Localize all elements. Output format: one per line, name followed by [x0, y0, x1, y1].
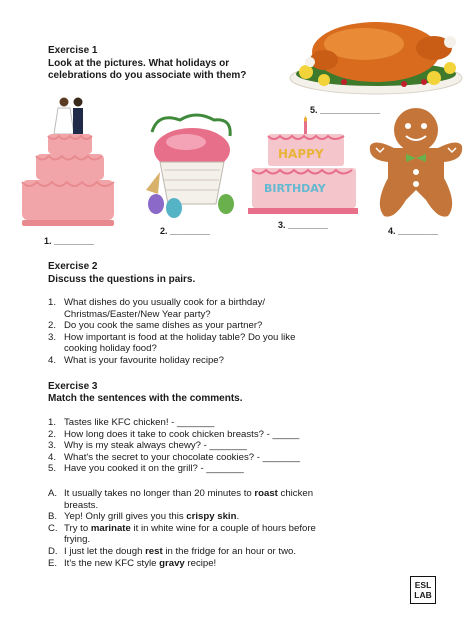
roast-turkey-icon: [284, 8, 468, 104]
comment-text: Yep! Only grill gives you this: [64, 511, 187, 523]
comment-text: Try to: [64, 522, 91, 534]
list-item: [48, 558, 338, 570]
list-item: [48, 463, 338, 475]
exercise1-heading: Exercise 1: [48, 45, 98, 56]
birthday-cake-icon: [248, 116, 358, 216]
svg-text:HAPPY: HAPPY: [278, 147, 324, 161]
sentence-text: How long does it take to cook chicken breasts? - _____: [64, 428, 300, 440]
exercise3-comments: [48, 488, 338, 569]
comment-keyword: crispy skin: [186, 511, 237, 523]
exercise1-instruction-line2: celebrations do you associate with them?: [48, 70, 247, 81]
comment-text: recipe!: [184, 557, 217, 569]
picture-3-label: 3. ________: [278, 220, 329, 230]
picture-4-label: 4. ________: [388, 226, 439, 236]
list-item: [48, 440, 338, 452]
list-item: [48, 320, 308, 332]
list-item: [48, 429, 338, 441]
comment-keyword: marinate: [90, 522, 131, 534]
list-item: [48, 523, 338, 546]
comment-letter: E.: [48, 557, 58, 569]
comment-text: It's the new KFC style: [64, 557, 160, 569]
picture-2-label: 2. ________: [160, 226, 211, 236]
question-text: What is your favourite holiday recipe?: [64, 354, 224, 366]
comment-text: chicken breasts.: [64, 488, 314, 511]
esl-lab-logo: [410, 576, 436, 604]
list-item: [48, 297, 308, 320]
comment-letter: B.: [48, 511, 58, 523]
question-number: 4.: [48, 354, 57, 366]
comment-letter: C.: [48, 522, 58, 534]
question-text: What dishes do you usually cook for a birthday/ Christmas/Easter/New Year party?: [64, 297, 266, 320]
picture-1-label: 1. ________: [44, 236, 95, 246]
list-item: [48, 332, 308, 355]
question-number: 1.: [48, 297, 57, 308]
sentence-number: 5.: [48, 463, 57, 475]
exercise2-instruction: Discuss the questions in pairs.: [48, 274, 196, 285]
question-number: 3.: [48, 331, 57, 343]
exercise3-sentences: [48, 417, 338, 475]
question-text: Do you cook the same dishes as your partner?: [64, 320, 263, 332]
comment-text: in the fridge for an hour or two.: [162, 545, 297, 557]
comment-text: It usually takes no longer than 20 minutes to: [64, 488, 255, 499]
exercise3-heading: Exercise 3: [48, 381, 98, 392]
list-item: [48, 355, 308, 367]
list-item: [48, 511, 338, 523]
sentence-number: 1.: [48, 417, 57, 428]
sentence-text: Tastes like KFC chicken! - _______: [64, 417, 215, 428]
sentence-number: 4.: [48, 451, 57, 463]
comment-text: I just let the dough: [64, 545, 146, 557]
comment-letter: A.: [48, 488, 58, 499]
exercise2-heading: Exercise 2: [48, 261, 98, 272]
gingerbread-man-icon: [364, 104, 468, 222]
picture-5-label: 5. ____________: [310, 105, 381, 115]
svg-text:BIRTHDAY: BIRTHDAY: [264, 182, 326, 195]
sentence-number: 3.: [48, 440, 57, 452]
list-item: [48, 488, 338, 511]
list-item: [48, 452, 338, 464]
exercise2-questions: [48, 297, 308, 367]
wedding-cake-icon: [18, 92, 118, 232]
easter-cake-icon: [140, 110, 240, 220]
sentence-text: Why is my steak always chewy? - _______: [64, 440, 247, 452]
logo-line1: ESL: [414, 580, 432, 590]
comment-text: it in white wine for a couple of hours before frying.: [64, 522, 316, 546]
question-number: 2.: [48, 320, 57, 332]
sentence-number: 2.: [48, 428, 57, 440]
exercise1-instruction-line1: Look at the pictures. What holidays or: [48, 58, 230, 69]
logo-line2: LAB: [414, 590, 432, 600]
list-item: [48, 546, 338, 558]
sentence-text: What's the secret to your chocolate cookies? - _______: [64, 451, 300, 463]
comment-letter: D.: [48, 545, 58, 557]
exercise3-instruction: Match the sentences with the comments.: [48, 393, 243, 404]
comment-text: .: [236, 511, 240, 523]
comment-keyword: gravy: [159, 557, 185, 569]
list-item: [48, 417, 338, 429]
sentence-text: Have you cooked it on the grill? - _______: [64, 463, 244, 475]
comment-keyword: roast: [254, 488, 278, 499]
question-text: How important is food at the holiday table? Do you like cooking holiday food?: [64, 331, 296, 355]
comment-keyword: rest: [145, 545, 163, 557]
